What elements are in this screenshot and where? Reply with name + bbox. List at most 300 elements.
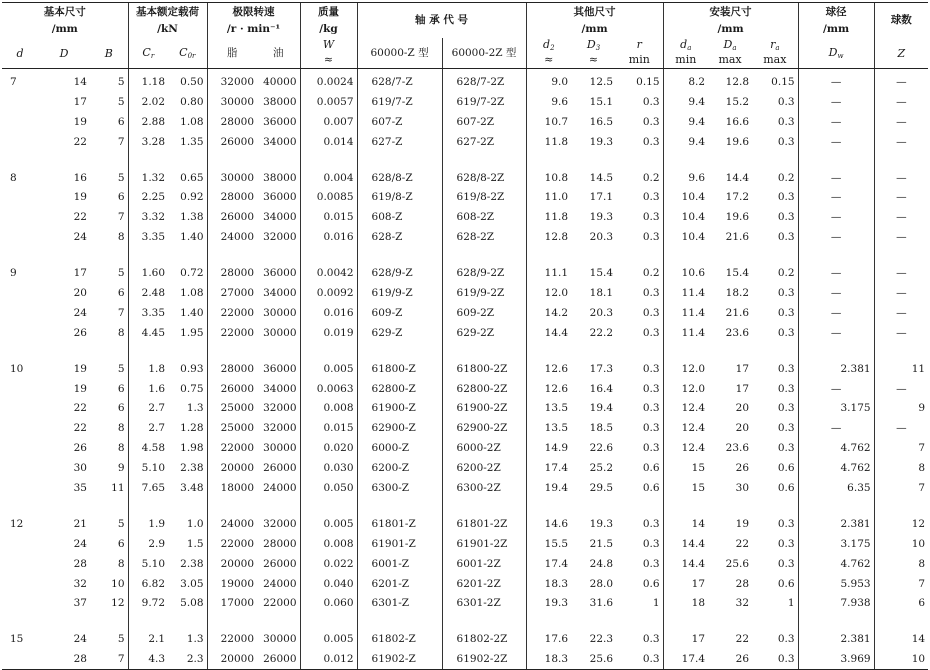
cell-r-min: 0.2: [642, 267, 660, 280]
cell-D3: 14.5: [589, 171, 614, 184]
cell-dyn-load: 1.6: [128, 379, 168, 399]
cell-r-min: 1: [652, 597, 660, 610]
cell-speed-grease: 20000: [207, 458, 257, 478]
cell-code-z: 6301-Z: [357, 594, 442, 614]
cell-D3: 17.1: [589, 191, 614, 204]
group-spacer: [2, 247, 928, 260]
cell-ball-dia: —: [798, 323, 874, 343]
cell-d2: 9.0: [526, 69, 571, 92]
cell-code-z: 608-Z: [357, 208, 442, 228]
cell-code-z: 619/8-Z: [357, 188, 442, 208]
group-header-basic-dims: 基本尺寸: [2, 3, 128, 22]
cell-ball-count: —: [874, 323, 928, 343]
cell-mass: 0.0085: [300, 188, 357, 208]
col-ra: $r_a$ max: [752, 38, 798, 69]
cell-ball-count: 9: [874, 399, 928, 419]
table-row: [2, 458, 928, 478]
cell-width: 6: [117, 191, 125, 204]
table-row: [2, 419, 928, 439]
group-header-mass: 质量: [300, 3, 357, 22]
cell-speed-grease: 28000: [207, 188, 257, 208]
spacer-cell: [90, 152, 128, 165]
cell-dyn-load: 3.32: [128, 208, 168, 228]
spacer-cell: [526, 247, 571, 260]
cell-code-z: 629-Z: [357, 323, 442, 343]
cell-ball-count: —: [874, 188, 928, 208]
cell-code-z: 62900-Z: [357, 419, 442, 439]
cell-speed-grease: 28000: [207, 356, 257, 379]
spacer-cell: [168, 247, 207, 260]
cell-code-2z: 619/8-2Z: [442, 188, 526, 208]
cell-code-2z: 629-2Z: [442, 323, 526, 343]
cell-ball-dia: 2.381: [798, 511, 874, 534]
cell-width: 5: [117, 75, 125, 88]
cell-mass: 0.007: [300, 112, 357, 132]
cell-code-2z: 6001-2Z: [442, 554, 526, 574]
cell-width: 7: [117, 211, 125, 224]
cell-dyn-load: 3.28: [128, 132, 168, 152]
group-header-ball-count: 球数: [874, 3, 928, 39]
cell-d2: 14.9: [526, 439, 571, 459]
cell-width: 5: [117, 633, 125, 646]
table-row: [2, 132, 928, 152]
cell-width: 8: [117, 326, 125, 339]
spacer-cell: [526, 343, 571, 356]
table-row: [2, 283, 928, 303]
cell-ball-dia: —: [798, 188, 874, 208]
spacer-cell: [708, 343, 752, 356]
cell-speed-oil: 34000: [263, 211, 297, 224]
cell-static-load: 0.65: [180, 171, 204, 184]
cell-static-load: 1.28: [180, 422, 204, 435]
spacer-cell: [708, 152, 752, 165]
cell-d2: 17.6: [526, 627, 571, 650]
cell-D3: 17.3: [589, 362, 614, 375]
cell-ball-count: —: [874, 208, 928, 228]
cell-da-min: 12.4: [663, 399, 708, 419]
group-header-other-dims: 其他尺寸: [526, 3, 663, 22]
cell-ra-max: 0.3: [777, 135, 795, 148]
col-Dw: $D_w$: [798, 38, 874, 69]
cell-mass: 0.016: [300, 228, 357, 248]
cell-D3: 19.3: [589, 135, 614, 148]
cell-width: 8: [117, 231, 125, 244]
cell-speed-oil: 34000: [263, 135, 297, 148]
cell-ball-dia: —: [798, 228, 874, 248]
spacer-cell: [38, 247, 90, 260]
cell-mass: 0.0024: [300, 69, 357, 92]
cell-speed-oil: 22000: [263, 597, 297, 610]
cell-speed-oil: 30000: [263, 442, 297, 455]
col-C0r: $C_{0r}$: [168, 38, 207, 69]
cell-code-2z: 61801-2Z: [442, 511, 526, 534]
cell-bore-dia: [2, 132, 38, 152]
spacer-cell: [708, 498, 752, 511]
cell-Da-max: 21.6: [725, 231, 750, 244]
table-row: [2, 112, 928, 132]
cell-mass: 0.030: [300, 458, 357, 478]
cell-ball-dia: —: [798, 379, 874, 399]
cell-width: 9: [117, 462, 125, 475]
cell-da-min: 15: [663, 478, 708, 498]
spacer-cell: [300, 614, 357, 627]
col-W: W ≈: [300, 38, 357, 69]
cell-Da-max: 15.2: [725, 95, 750, 108]
cell-d2: 18.3: [526, 650, 571, 670]
cell-r-min: 0.3: [642, 231, 660, 244]
cell-outer-dia: 35: [73, 482, 87, 494]
cell-r-min: 0.2: [642, 171, 660, 184]
cell-speed-oil: 32000: [263, 517, 297, 530]
cell-D3: 16.5: [589, 115, 614, 128]
cell-ball-dia: 4.762: [798, 554, 874, 574]
cell-da-min: 12.0: [663, 356, 708, 379]
cell-speed-oil: 26000: [263, 557, 297, 570]
spacer-cell: [798, 247, 874, 260]
cell-speed-oil: 26000: [263, 462, 297, 475]
cell-mass: 0.005: [300, 356, 357, 379]
cell-Da-max: 22: [735, 537, 750, 550]
cell-mass: 0.014: [300, 132, 357, 152]
cell-outer-dia: 28: [38, 650, 90, 670]
cell-code-z: 628-Z: [357, 228, 442, 248]
cell-d2: 11.8: [526, 208, 571, 228]
cell-ball-dia: 3.969: [798, 650, 874, 670]
cell-code-2z: 61800-2Z: [442, 356, 526, 379]
spacer-cell: [300, 247, 357, 260]
spacer-cell: [357, 343, 442, 356]
cell-ra-max: 0.3: [777, 633, 795, 646]
cell-r-min: 0.3: [642, 211, 660, 224]
cell-r-min: 0.3: [642, 362, 660, 375]
cell-bore-dia: [2, 379, 38, 399]
table-row: [2, 594, 928, 614]
cell-ball-count: 7: [874, 478, 928, 498]
col-Da: $D_a$ max: [708, 38, 752, 69]
cell-Da-max: 15.4: [725, 267, 750, 280]
cell-ball-dia: —: [798, 303, 874, 323]
cell-speed-oil: 36000: [263, 362, 297, 375]
cell-dyn-load: 5.10: [128, 458, 168, 478]
cell-speed-grease: 19000: [207, 574, 257, 594]
cell-outer-dia: 22: [73, 135, 87, 148]
cell-width: 6: [117, 402, 125, 415]
cell-ra-max: 1: [787, 597, 795, 610]
cell-ball-dia: —: [798, 260, 874, 283]
cell-speed-oil: 36000: [263, 267, 297, 280]
spacer-cell: [874, 614, 928, 627]
col-type-2z: 60000-2Z 型: [442, 38, 526, 69]
cell-outer-dia: 32: [73, 577, 87, 590]
cell-Da-max: 14.4: [725, 171, 750, 184]
cell-bore-dia: [2, 112, 38, 132]
cell-ball-count: —: [874, 283, 928, 303]
table-row: [2, 554, 928, 574]
cell-ball-dia: —: [798, 283, 874, 303]
cell-d2: 18.3: [526, 574, 571, 594]
cell-bore-dia: [2, 303, 38, 323]
cell-d2: 19.4: [526, 478, 571, 498]
cell-dyn-load: 4.45: [128, 323, 168, 343]
cell-d2: 13.5: [526, 399, 571, 419]
cell-code-2z: 6201-2Z: [442, 574, 526, 594]
table-row: [2, 650, 928, 670]
unit-mount-dims: /mm: [663, 21, 798, 38]
spacer-cell: [616, 498, 663, 511]
cell-width: 12: [111, 597, 125, 610]
cell-speed-grease: 24000: [207, 511, 257, 534]
cell-code-z: 61800-Z: [357, 356, 442, 379]
cell-speed-grease: 26000: [207, 208, 257, 228]
spacer-cell: [90, 498, 128, 511]
cell-D3: 20.3: [589, 306, 614, 319]
cell-ball-dia: 2.381: [798, 627, 874, 650]
cell-speed-grease: 27000: [207, 283, 257, 303]
cell-static-load: 1.0: [186, 517, 204, 530]
spacer-cell: [526, 614, 571, 627]
cell-speed-oil: 26000: [257, 650, 300, 670]
cell-D3: 19.3: [589, 517, 614, 530]
unit-ball-dia: /mm: [798, 21, 874, 38]
cell-bore-dia: [2, 439, 38, 459]
table-row: [2, 188, 928, 208]
spacer-cell: [752, 152, 798, 165]
cell-width: 8: [117, 557, 125, 570]
col-d: d: [2, 38, 38, 69]
cell-mass: 0.0042: [300, 260, 357, 283]
cell-static-load: 0.93: [180, 362, 204, 375]
cell-ball-count: —: [874, 165, 928, 188]
cell-ra-max: 0.3: [777, 211, 795, 224]
cell-code-z: 61901-Z: [357, 534, 442, 554]
cell-bore-dia: [2, 478, 38, 498]
cell-da-min: 9.4: [663, 132, 708, 152]
group-spacer: [2, 498, 928, 511]
cell-bore-dia: [2, 399, 38, 419]
cell-r-min: 0.3: [642, 306, 660, 319]
spacer-cell: [2, 614, 38, 627]
cell-code-z: 607-Z: [357, 112, 442, 132]
cell-code-2z: 627-2Z: [442, 132, 526, 152]
cell-outer-dia: 30: [73, 462, 87, 475]
col-Cr: $C_r$: [128, 38, 168, 69]
spacer-cell: [798, 152, 874, 165]
cell-static-load: 1.5: [186, 537, 204, 550]
cell-code-z: 61900-Z: [357, 399, 442, 419]
col-grease: 脂: [207, 38, 257, 69]
unit-mass: /kg: [300, 21, 357, 38]
cell-dyn-load: 6.82: [128, 574, 168, 594]
cell-Da-max: 16.6: [725, 115, 750, 128]
cell-static-load: 1.3: [186, 633, 204, 646]
cell-Da-max: 26: [708, 650, 752, 670]
cell-r-min: 0.6: [642, 462, 660, 475]
cell-ra-max: 0.3: [777, 115, 795, 128]
cell-r-min: 0.6: [642, 482, 660, 494]
cell-d2: 15.5: [526, 534, 571, 554]
spacer-cell: [38, 152, 90, 165]
group-header-bearing-code: 轴 承 代 号: [357, 3, 526, 39]
cell-Da-max: 20: [735, 402, 750, 415]
cell-ra-max: 0.3: [777, 382, 795, 395]
cell-outer-dia: 26: [73, 442, 87, 455]
cell-mass: 0.0063: [300, 379, 357, 399]
cell-D3: 12.5: [589, 75, 614, 88]
cell-dyn-load: 3.35: [128, 228, 168, 248]
col-D: D: [38, 38, 90, 69]
cell-speed-grease: 32000: [207, 69, 257, 92]
unit-other-dims: /mm: [526, 21, 663, 38]
cell-bore-dia: 9: [10, 267, 17, 280]
cell-da-min: 9.4: [663, 92, 708, 112]
cell-outer-dia: 19: [73, 191, 87, 204]
cell-D3: 20.3: [589, 231, 614, 244]
cell-speed-oil: 24000: [263, 482, 297, 494]
cell-speed-oil: 36000: [263, 115, 297, 128]
cell-code-z: 6000-Z: [357, 439, 442, 459]
cell-d2: 14.4: [526, 323, 571, 343]
cell-ball-dia: 3.175: [798, 534, 874, 554]
cell-da-min: 12.0: [663, 379, 708, 399]
cell-d2: 12.8: [526, 228, 571, 248]
spacer-cell: [874, 343, 928, 356]
cell-D3: 22.3: [589, 633, 614, 646]
cell-outer-dia: 20: [73, 286, 87, 299]
spacer-cell: [207, 498, 257, 511]
cell-da-min: 10.4: [663, 228, 708, 248]
col-D3: $D_3$ ≈: [571, 38, 616, 69]
cell-static-load: 2.38: [180, 462, 204, 475]
spacer-cell: [128, 343, 168, 356]
cell-code-z: 619/9-Z: [357, 283, 442, 303]
cell-ra-max: 0.2: [777, 267, 795, 280]
spacer-cell: [616, 152, 663, 165]
cell-D3: 15.1: [589, 95, 614, 108]
spacer-cell: [90, 614, 128, 627]
cell-ra-max: 0.3: [777, 442, 795, 455]
cell-code-2z: 619/9-2Z: [442, 283, 526, 303]
cell-speed-grease: 28000: [207, 260, 257, 283]
cell-d2: 14.6: [526, 511, 571, 534]
spacer-cell: [90, 247, 128, 260]
cell-da-min: 18: [663, 594, 708, 614]
cell-code-z: 627-Z: [357, 132, 442, 152]
cell-width: 5: [117, 95, 125, 108]
cell-ball-count: —: [874, 379, 928, 399]
cell-Da-max: 21.6: [725, 306, 750, 319]
spacer-cell: [571, 614, 616, 627]
cell-ball-count: 11: [874, 356, 928, 379]
cell-mass: 0.0057: [300, 92, 357, 112]
cell-width: 6: [117, 537, 125, 550]
cell-bore-dia: 12: [10, 517, 24, 530]
cell-Da-max: 23.6: [725, 442, 750, 455]
cell-ra-max: 0.3: [777, 557, 795, 570]
cell-ball-dia: —: [798, 92, 874, 112]
cell-dyn-load: 4.3: [128, 650, 168, 670]
cell-mass: 0.019: [300, 323, 357, 343]
cell-D3: 29.5: [589, 482, 614, 494]
cell-mass: 0.015: [300, 419, 357, 439]
spacer-cell: [2, 343, 38, 356]
cell-Da-max: 20: [735, 422, 750, 435]
spacer-cell: [128, 614, 168, 627]
cell-code-z: 609-Z: [357, 303, 442, 323]
cell-speed-grease: 28000: [207, 112, 257, 132]
cell-d2: 12.0: [526, 283, 571, 303]
spacer-cell: [300, 498, 357, 511]
cell-dyn-load: 4.58: [128, 439, 168, 459]
cell-outer-dia: 22: [73, 402, 87, 415]
cell-static-load: 1.08: [180, 286, 204, 299]
cell-Da-max: 30: [735, 482, 750, 494]
cell-ball-count: 12: [874, 511, 928, 534]
cell-bore-dia: [2, 323, 38, 343]
cell-ball-dia: —: [798, 132, 874, 152]
cell-ball-dia: 5.953: [798, 574, 874, 594]
col-Z: Z: [874, 38, 928, 69]
cell-da-min: 17.4: [663, 650, 708, 670]
cell-bore-dia: [2, 534, 38, 554]
cell-Da-max: 26: [735, 462, 750, 475]
cell-static-load: 1.3: [186, 402, 204, 415]
spacer-cell: [442, 614, 526, 627]
cell-ra-max: 0.3: [777, 537, 795, 550]
cell-r-min: 0.3: [642, 286, 660, 299]
cell-da-min: 10.4: [663, 188, 708, 208]
cell-ball-count: 14: [874, 627, 928, 650]
cell-da-min: 17: [663, 627, 708, 650]
cell-speed-oil: 34000: [263, 286, 297, 299]
cell-speed-grease: 24000: [207, 228, 257, 248]
cell-static-load: 1.38: [180, 211, 204, 224]
cell-ra-max: 0.2: [777, 171, 795, 184]
table-row: [2, 228, 928, 248]
table-row: [2, 627, 928, 650]
spacer-cell: [798, 343, 874, 356]
cell-static-load: 1.40: [180, 306, 204, 319]
cell-dyn-load: 2.25: [128, 188, 168, 208]
cell-ball-dia: 3.175: [798, 399, 874, 419]
cell-D3: 28.0: [589, 577, 614, 590]
spacer-cell: [663, 614, 708, 627]
cell-static-load: 1.98: [180, 442, 204, 455]
cell-code-2z: 61802-2Z: [442, 627, 526, 650]
cell-ball-dia: 2.381: [798, 356, 874, 379]
cell-speed-grease: 25000: [207, 399, 257, 419]
cell-r-min: 0.3: [642, 442, 660, 455]
cell-mass: 0.060: [300, 594, 357, 614]
cell-mass: 0.004: [300, 165, 357, 188]
spacer-cell: [128, 498, 168, 511]
spacer-cell: [663, 498, 708, 511]
cell-bore-dia: 7: [10, 75, 17, 88]
spacer-cell: [616, 343, 663, 356]
cell-width: 6: [117, 382, 125, 395]
cell-static-load: 3.05: [180, 577, 204, 590]
cell-code-z: 6200-Z: [357, 458, 442, 478]
spacer-cell: [207, 152, 257, 165]
cell-bore-dia: [2, 419, 38, 439]
cell-d2: 13.5: [526, 419, 571, 439]
spacer-cell: [571, 152, 616, 165]
cell-bore-dia: [2, 650, 38, 670]
spacer-cell: [168, 614, 207, 627]
spacer-cell: [752, 498, 798, 511]
cell-outer-dia: 19: [73, 115, 87, 128]
cell-ball-dia: —: [798, 419, 874, 439]
cell-ball-dia: —: [798, 112, 874, 132]
